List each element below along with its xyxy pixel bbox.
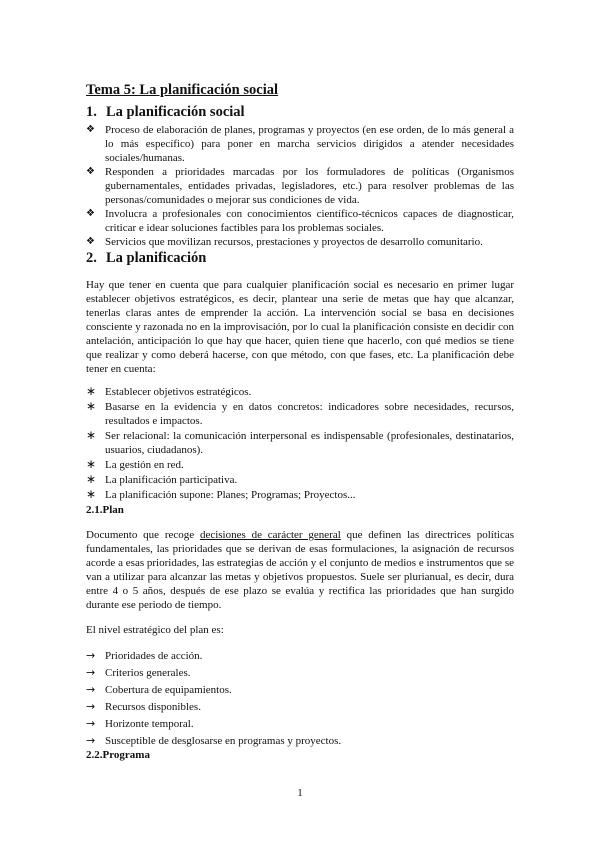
asterisk-bullet-icon: ∗ bbox=[86, 428, 97, 442]
bullet-text: Involucra a profesionales con conocimientos científico-técnicos capaces de diagnosticar, criticar e idear soluciones factibles para los problemas sociales. bbox=[105, 208, 514, 234]
list-item bbox=[86, 473, 514, 487]
section-2-paragraph: Hay que tener en cuenta que para cualquier planificación social es necesario en primer lugar establecer objetivos estratégicos, es decir, plantear una serie de metas que hay que alcanzar, tenerlas claras antes de emprender la acción. La intervención social se basa en decisiones consciente y razonada no en la improvisación, por lo cual la planificación consiste en decidir con antelación, anticipación lo que hay que hacer, quien tiene que hacerlo, con qué medios se tiene que realizar y como deberá hacerse, con que método, con que fases, etc. La planificación debe tener en cuenta: bbox=[86, 279, 514, 375]
plan-level-intro: El nivel estratégico del plan es: bbox=[86, 624, 224, 636]
bullet-text: Recursos disponibles. bbox=[105, 701, 201, 713]
list-item bbox=[86, 717, 514, 731]
bullet-text: Servicios que movilizan recursos, prestaciones y proyectos de desarrollo comunitario. bbox=[105, 236, 483, 248]
list-item bbox=[86, 165, 514, 207]
programa-heading: 2.2.Programa bbox=[86, 749, 150, 761]
bullet-text: Basarse en la evidencia y en datos concretos: indicadores sobre necesidades, recursos, resultados e impactos. bbox=[105, 401, 514, 427]
plan-level-list bbox=[86, 649, 514, 748]
section-1-number: 1. bbox=[86, 104, 97, 120]
list-item bbox=[86, 488, 514, 502]
asterisk-bullet-icon: ∗ bbox=[86, 487, 97, 501]
list-item bbox=[86, 683, 514, 697]
list-item bbox=[86, 235, 514, 249]
section-2-bullet-list bbox=[86, 385, 514, 502]
section-1-heading bbox=[86, 103, 514, 121]
diamond-bullet-icon: ❖ bbox=[86, 124, 95, 135]
section-2-title: La planificación bbox=[106, 250, 207, 266]
diamond-bullet-icon: ❖ bbox=[86, 208, 95, 219]
section-2-number: 2. bbox=[86, 250, 97, 266]
plan-paragraph-start: Documento que recoge bbox=[86, 529, 200, 541]
page-content bbox=[86, 82, 514, 762]
list-item bbox=[86, 207, 514, 235]
arrow-bullet-icon: → bbox=[86, 683, 96, 696]
arrow-bullet-icon: → bbox=[86, 717, 96, 730]
bullet-text: Prioridades de acción. bbox=[105, 650, 203, 662]
arrow-bullet-icon: → bbox=[86, 700, 96, 713]
bullet-text: La planificación supone: Planes; Programas; Proyectos... bbox=[105, 489, 356, 501]
page-number: 1 bbox=[297, 787, 303, 799]
bullet-text: Susceptible de desglosarse en programas y proyectos. bbox=[105, 735, 342, 747]
section-2-heading bbox=[86, 249, 514, 267]
asterisk-bullet-icon: ∗ bbox=[86, 472, 97, 486]
section-1-title: La planificación social bbox=[106, 104, 245, 120]
bullet-text: Ser relacional: la comunicación interpersonal es indispensable (profesionales, destinatarios, usuarios, ciudadanos). bbox=[105, 430, 514, 456]
arrow-bullet-icon: → bbox=[86, 649, 96, 662]
arrow-bullet-icon: → bbox=[86, 666, 96, 679]
asterisk-bullet-icon: ∗ bbox=[86, 399, 97, 413]
list-item bbox=[86, 700, 514, 714]
asterisk-bullet-icon: ∗ bbox=[86, 384, 97, 398]
list-item bbox=[86, 666, 514, 680]
asterisk-bullet-icon: ∗ bbox=[86, 457, 97, 471]
plan-heading: 2.1.Plan bbox=[86, 504, 124, 516]
bullet-text: La gestión en red. bbox=[105, 459, 184, 471]
bullet-text: Criterios generales. bbox=[105, 667, 191, 679]
bullet-text: Establecer objetivos estratégicos. bbox=[105, 386, 252, 398]
bullet-text: Horizonte temporal. bbox=[105, 718, 194, 730]
diamond-bullet-icon: ❖ bbox=[86, 236, 95, 247]
plan-paragraph-underlined: decisiones de carácter general bbox=[199, 529, 341, 541]
plan-paragraph-end: que definen las directrices políticas fundamentales, las prioridades que se derivan de esas formulaciones, la asignación de recursos acorde a esas prioridades, las estrategias de acción y el conjunto de medios e instrumentos que se van a utilizar para alcanzar las metas y objetivos propuestos. Suele ser plurianual, es decir, dura entre 4 o 5 años, después de ese plazo se evalúa y rectifica las prioridades que han surgido durante ese periodo de tiempo. bbox=[86, 529, 514, 611]
plan-paragraph bbox=[86, 528, 514, 612]
bullet-text: Proceso de elaboración de planes, programas y proyectos (en ese orden, de lo más general a lo más específico) para poner en marcha servicios dirigidos a atender necesidades sociales/humanas. bbox=[105, 124, 514, 164]
arrow-bullet-icon: → bbox=[86, 734, 96, 747]
list-item bbox=[86, 458, 514, 472]
document-title: Tema 5: La planificación social bbox=[86, 82, 278, 98]
section-1-bullet-list bbox=[86, 123, 514, 249]
list-item bbox=[86, 123, 514, 165]
list-item bbox=[86, 385, 514, 399]
list-item bbox=[86, 649, 514, 663]
diamond-bullet-icon: ❖ bbox=[86, 166, 95, 177]
bullet-text: La planificación participativa. bbox=[105, 474, 238, 486]
bullet-text: Cobertura de equipamientos. bbox=[105, 684, 232, 696]
bullet-text: Responden a prioridades marcadas por los formuladores de políticas (Organismos gubernamentales, entidades privadas, legisladores, etc.) para resolver problemas de las personas/comunidades o mejorar sus condiciones de vida. bbox=[105, 166, 514, 206]
list-item bbox=[86, 734, 514, 748]
list-item bbox=[86, 400, 514, 428]
list-item bbox=[86, 429, 514, 457]
